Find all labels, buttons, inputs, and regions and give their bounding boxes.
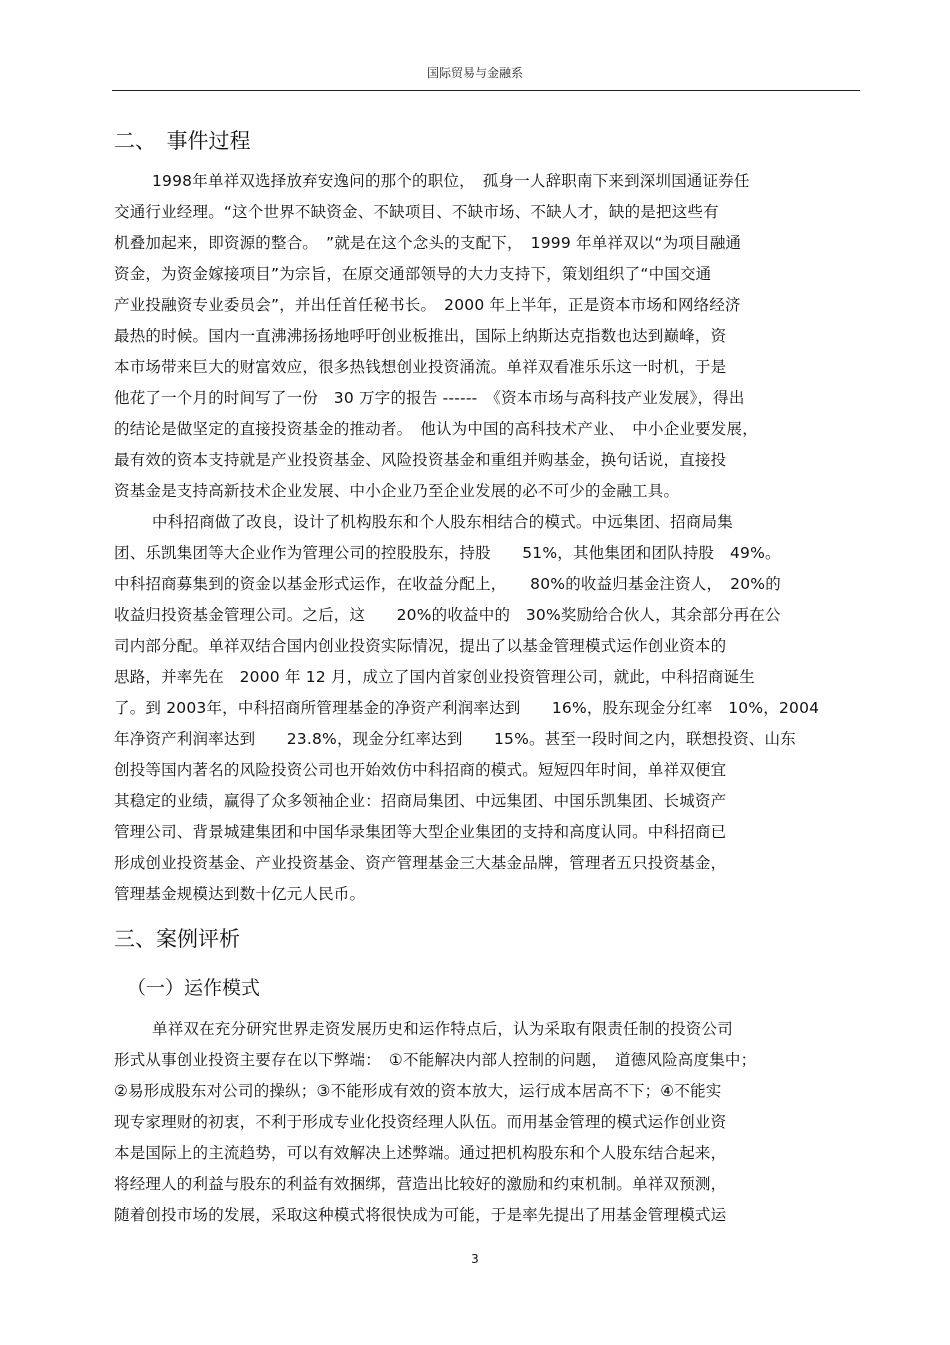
paragraph-line: 本是国际上的主流趋势，可以有效解决上述弊端。通过把机构股东和个人股东结合起来，: [114, 1144, 727, 1162]
paragraph-line: 中科招商做了改良，设计了机构股东和个人股东相结合的模式。中远集团、招商局集: [152, 513, 733, 531]
page-number: 3: [471, 1252, 479, 1266]
paragraph-line: 机叠加起来，即资源的整合。 ”就是在这个念头的支配下， 1999 年单祥双以“为项目融通: [114, 234, 742, 252]
paragraph-line: 创投等国内著名的风险投资公司也开始效仿中科招商的模式。短短四年时间，单祥双便宜: [114, 761, 727, 779]
paragraph-line: 单祥双在充分研究世界走资发展历史和运作特点后，认为采取有限责任制的投资公司: [152, 1020, 733, 1038]
header-rule: [112, 90, 860, 91]
paragraph-line: 其稳定的业绩，赢得了众多领袖企业：招商局集团、中远集团、中国乐凯集团、长城资产: [114, 792, 727, 810]
paragraph-line: 他花了一个月的时间写了一份 30 万字的报告 ------ 《资本市场与高科技产业发展》，得出: [114, 389, 745, 407]
section-heading-process: 二、 事件过程: [114, 129, 251, 153]
paragraph-line: 年净资产利润率达到 23.8%，现金分红率达到 15%。甚至一段时间之内，联想投资、山东: [114, 730, 796, 748]
paragraph-line: 本市场带来巨大的财富效应，很多热钱想创业投资涌流。单祥双看准乐乐这一时机，于是: [114, 358, 727, 376]
paragraph-line: 管理基金规模达到数十亿元人民币。: [114, 885, 366, 903]
paragraph-line: 形成创业投资基金、产业投资基金、资产管理基金三大基金品牌，管理者五只投资基金，: [114, 854, 727, 872]
paragraph-line: 随着创投市场的发展，采取这种模式将很快成为可能，于是率先提出了用基金管理模式运: [114, 1206, 727, 1224]
paragraph-line: 司内部分配。单祥双结合国内创业投资实际情况，提出了以基金管理模式运作创业资本的: [114, 637, 727, 655]
paragraph-line: 交通行业经理。“这个世界不缺资金、不缺项目、不缺市场、不缺人才，缺的是把这些有: [114, 203, 719, 221]
paragraph-line: 现专家理财的初衷，不利于形成专业化投资经理人队伍。而用基金管理的模式运作创业资: [114, 1113, 727, 1131]
paragraph-line: 产业投融资专业委员会”，并出任首任秘书长。 2000 年上半年，正是资本市场和网络经济: [114, 296, 741, 314]
paragraph-line: 资基金是支持高新技术企业发展、中小企业乃至企业发展的必不可少的金融工具。: [114, 482, 680, 500]
paragraph-line: 的结论是做坚定的直接投资基金的推动者。 他认为中国的高科技术产业、 中小企业要发展，: [114, 420, 758, 438]
paragraph-line: 最有效的资本支持就是产业投资基金、风险投资基金和重组并购基金，换句话说，直接投: [114, 451, 727, 469]
paragraph-line: 管理公司、背景城建集团和中国华录集团等大型企业集团的支持和高度认同。中科招商已: [114, 823, 727, 841]
paragraph-line: 中科招商募集到的资金以基金形式运作，在收益分配上， 80%的收益归基金注资人， 20%的: [114, 575, 781, 593]
paragraph-line: 团、乐凯集团等大企业作为管理公司的控股股东，持股 51%，其他集团和团队持股 49%。: [114, 544, 781, 562]
paragraph-line: 将经理人的利益与股东的利益有效捆绑，营造出比较好的激励和约束机制。单祥双预测，: [114, 1175, 727, 1193]
paragraph-line: 思路，并率先在 2000 年 12 月，成立了国内首家创业投资管理公司，就此，中科招商诞生: [114, 668, 755, 686]
subsection-heading-model: （一）运作模式: [127, 977, 261, 999]
paragraph-line: 1998年单祥双选择放弃安逸问的那个的职位， 孤身一人辞职南下来到深圳国通证券任: [152, 172, 750, 190]
paragraph-line: ②易形成股东对公司的操纵；③不能形成有效的资本放大，运行成本居高不下；④不能实: [114, 1082, 722, 1100]
paragraph-line: 了。到 2003年，中科招商所管理基金的净资产利润率达到 16%，股东现金分红率 10%，2004: [114, 699, 820, 717]
paragraph-line: 形式从事创业投资主要存在以下弊端： ①不能解决内部人控制的问题， 道德风险高度集中；: [114, 1051, 757, 1069]
paragraph-line: 收益归投资基金管理公司。之后，这 20%的收益中的 30%奖励给合伙人，其余部分再在公: [114, 606, 781, 624]
section-heading-analysis: 三、案例评析: [114, 927, 240, 951]
page-header: 国际贸易与金融系: [426, 66, 523, 80]
paragraph-line: 资金，为资金嫁接项目”为宗旨，在原交通部领导的大力支持下，策划组织了“中国交通: [114, 265, 712, 283]
paragraph-line: 最热的时候。国内一直沸沸扬扬地呼吁创业板推出，国际上纳斯达克指数也达到巅峰，资: [114, 327, 727, 345]
